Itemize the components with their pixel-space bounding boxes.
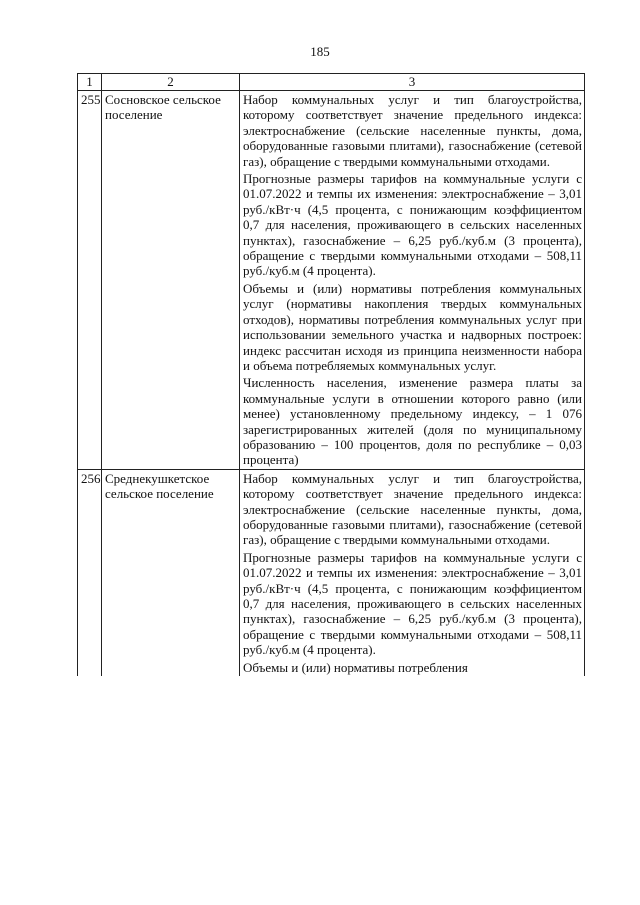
description-paragraph: Объемы и (или) нормативы потребления: [243, 659, 468, 675]
row-number: 256: [78, 469, 102, 676]
description-paragraph: Прогнозные размеры тарифов на коммунальные услуги с 01.07.2022 и темпы их изменения: электроснабжение – 3,01 руб./кВт·ч (4,5 процента, с понижающим коэффициентом 0,7 для населения, проживающего в сельских населенных пунктах), газоснабжение – 6,25 руб./куб.м (3 процента), обращение с твердыми коммунальными отходами – 508,11 руб./куб.м (4 процента).: [243, 549, 582, 658]
settlement-name: Среднекушкетское сельское поселение: [102, 469, 240, 676]
table-row: [78, 91, 585, 470]
column-header-3: 3: [240, 74, 585, 91]
column-header-1: 1: [78, 74, 102, 91]
description-paragraph: Прогнозные размеры тарифов на коммунальные услуги с 01.07.2022 и темпы их изменения: электроснабжение – 3,01 руб./кВт·ч (4,5 процента, с понижающим коэффициентом 0,7 для населения, проживающего в сельских населенных пунктах), газоснабжение – 6,25 руб./куб.м (3 процента), обращение с твердыми коммунальными отходами – 508,11 руб./куб.м (4 процента).: [243, 171, 582, 279]
settlement-name: Сосновское сельское поселение: [102, 91, 240, 470]
description-paragraph: Набор коммунальных услуг и тип благоустройства, которому соответствует значение предельного индекса: электроснабжение (сельские населенные пункты, дома, оборудованные газовыми плитами), газоснабжение (сетевой газ), обращение с твердыми коммунальными отходами.: [243, 470, 582, 548]
description-paragraph: Численность населения, изменение размера платы за коммунальные услуги в отношении которого равно (или менее) установленному предельному индексу, – 1 076 зарегистрированных жителей (доля по муниципальному образованию – 100 процентов, доля по республике – 0,03 процента): [243, 375, 582, 468]
description-paragraph: Набор коммунальных услуг и тип благоустройства, которому соответствует значение предельного индекса: электроснабжение (сельские населенные пункты, дома, оборудованные газовыми плитами), газоснабжение (сетевой газ), обращение с твердыми коммунальными отходами.: [243, 92, 582, 169]
tariff-table: [77, 73, 585, 676]
page-number: 185: [310, 44, 330, 59]
table-row: [78, 469, 585, 676]
column-header-2: 2: [102, 74, 240, 91]
row-number: 255: [78, 91, 102, 470]
description-paragraph: Объемы и (или) нормативы потребления коммунальных услуг (нормативы накопления твердых коммунальных отходов), нормативы потребления коммунальных услуг при использовании земельного участка и надворных построек: индекс рассчитан исходя из принципа неизменности набора и объема потребляемых коммунальных услуг.: [243, 280, 582, 373]
row-description: [240, 469, 585, 676]
table-header-row: [78, 74, 585, 91]
row-description: [240, 91, 585, 470]
